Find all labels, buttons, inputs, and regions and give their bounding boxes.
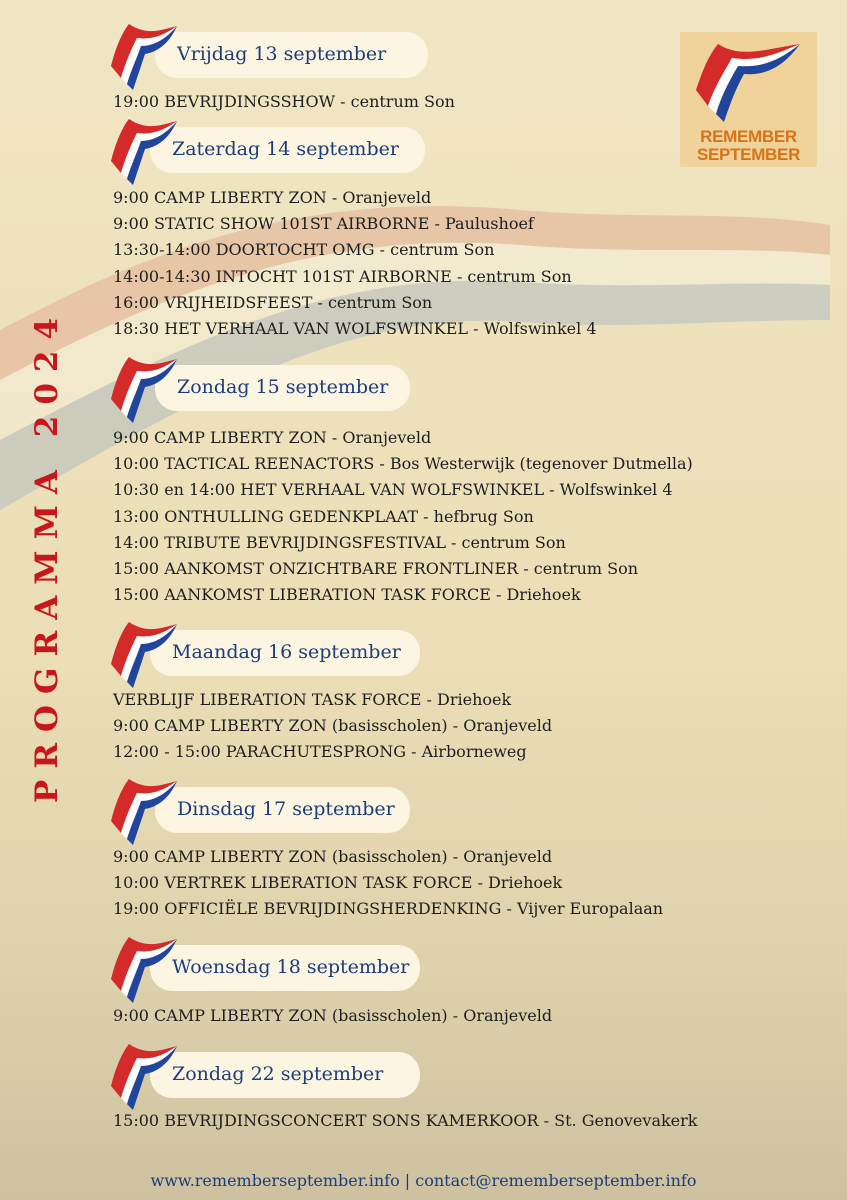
dutch-flag-ribbon-icon [107,775,183,849]
day-header-pill [150,945,420,991]
event-item: 9:00 STATIC SHOW 101ST AIRBORNE - Paulushoef [113,214,534,234]
event-item: 9:00 CAMP LIBERTY ZON - Oranjeveld [113,428,432,447]
day-title: Zondag 22 september [172,1063,384,1085]
day-header-pill [150,1052,420,1098]
event-item: 15:00 AANKOMST LIBERATION TASK FORCE - Driehoek [113,585,581,605]
dutch-flag-ribbon-icon [107,20,183,94]
remember-september-logo [680,32,817,167]
logo-line1: REMEMBER [700,127,797,146]
logo-line2: SEPTEMBER [696,145,801,164]
day-title: Zaterdag 14 september [172,138,399,160]
day-header-pill [155,32,428,78]
event-item: 10:00 TACTICAL REENACTORS - Bos Westerwijk (tegenover Dutmella) [113,454,693,474]
event-item: 9:00 CAMP LIBERTY ZON (basisscholen) - Oranjeveld [113,1006,553,1025]
day-title: Woensdag 18 september [172,956,410,978]
day-header-pill [155,787,410,833]
dutch-flag-ribbon-icon [107,1040,183,1114]
programma-vertical-title: PROGRAMMA 2024 [29,306,65,804]
dutch-flag-ribbon-icon [107,618,183,692]
day-header-pill [155,365,410,411]
dutch-flag-ribbon-icon [680,32,817,132]
day-title: Dinsdag 17 september [177,798,395,820]
event-item: 18:30 HET VERHAAL VAN WOLFSWINKEL - Wolfswinkel 4 [113,319,597,338]
day-header-pill [150,630,420,676]
day-title: Maandag 16 september [172,641,401,663]
event-item: 13:30-14:00 DOORTOCHT OMG - centrum Son [113,240,495,260]
day-title: Vrijdag 13 september [177,43,387,65]
event-item: 12:00 - 15:00 PARACHUTESPRONG - Airborneweg [113,742,527,762]
event-item: 14:00 TRIBUTE BEVRIJDINGSFESTIVAL - centrum Son [113,532,566,552]
event-item: 10:30 en 14:00 HET VERHAAL VAN WOLFSWINKEL - Wolfswinkel 4 [113,480,673,500]
event-item: 15:00 BEVRIJDINGSCONCERT SONS KAMERKOOR - St. Genovevakerk [113,1111,698,1130]
dutch-flag-ribbon-icon [107,115,183,189]
event-item: 9:00 CAMP LIBERTY ZON - Oranjeveld [113,188,432,207]
event-item: 19:00 BEVRIJDINGSSHOW - centrum Son [113,92,455,111]
event-item: 16:00 VRIJHEIDSFEEST - centrum Son [113,292,433,312]
event-item: 15:00 AANKOMST ONZICHTBARE FRONTLINER - centrum Son [113,559,639,578]
day-header-pill [150,127,425,173]
day-title: Zondag 15 september [177,376,389,398]
event-item: 14:00-14:30 INTOCHT 101ST AIRBORNE - centrum Son [113,266,572,286]
event-item: 19:00 OFFICIËLE BEVRIJDINGSHERDENKING - Vijver Europalaan [113,899,664,919]
event-item: 9:00 CAMP LIBERTY ZON (basisscholen) - Oranjeveld [113,847,553,866]
event-item: 13:00 ONTHULLING GEDENKPLAAT - hefbrug Son [113,506,534,526]
event-item: 10:00 VERTREK LIBERATION TASK FORCE - Driehoek [113,873,563,893]
event-item: VERBLIJF LIBERATION TASK FORCE - Driehoek [113,690,512,709]
dutch-flag-ribbon-icon [107,353,183,427]
footer-contact: www.rememberseptember.info | contact@rememberseptember.info [150,1171,697,1190]
dutch-flag-ribbon-icon [107,933,183,1007]
event-item: 9:00 CAMP LIBERTY ZON (basisscholen) - Oranjeveld [113,716,553,736]
